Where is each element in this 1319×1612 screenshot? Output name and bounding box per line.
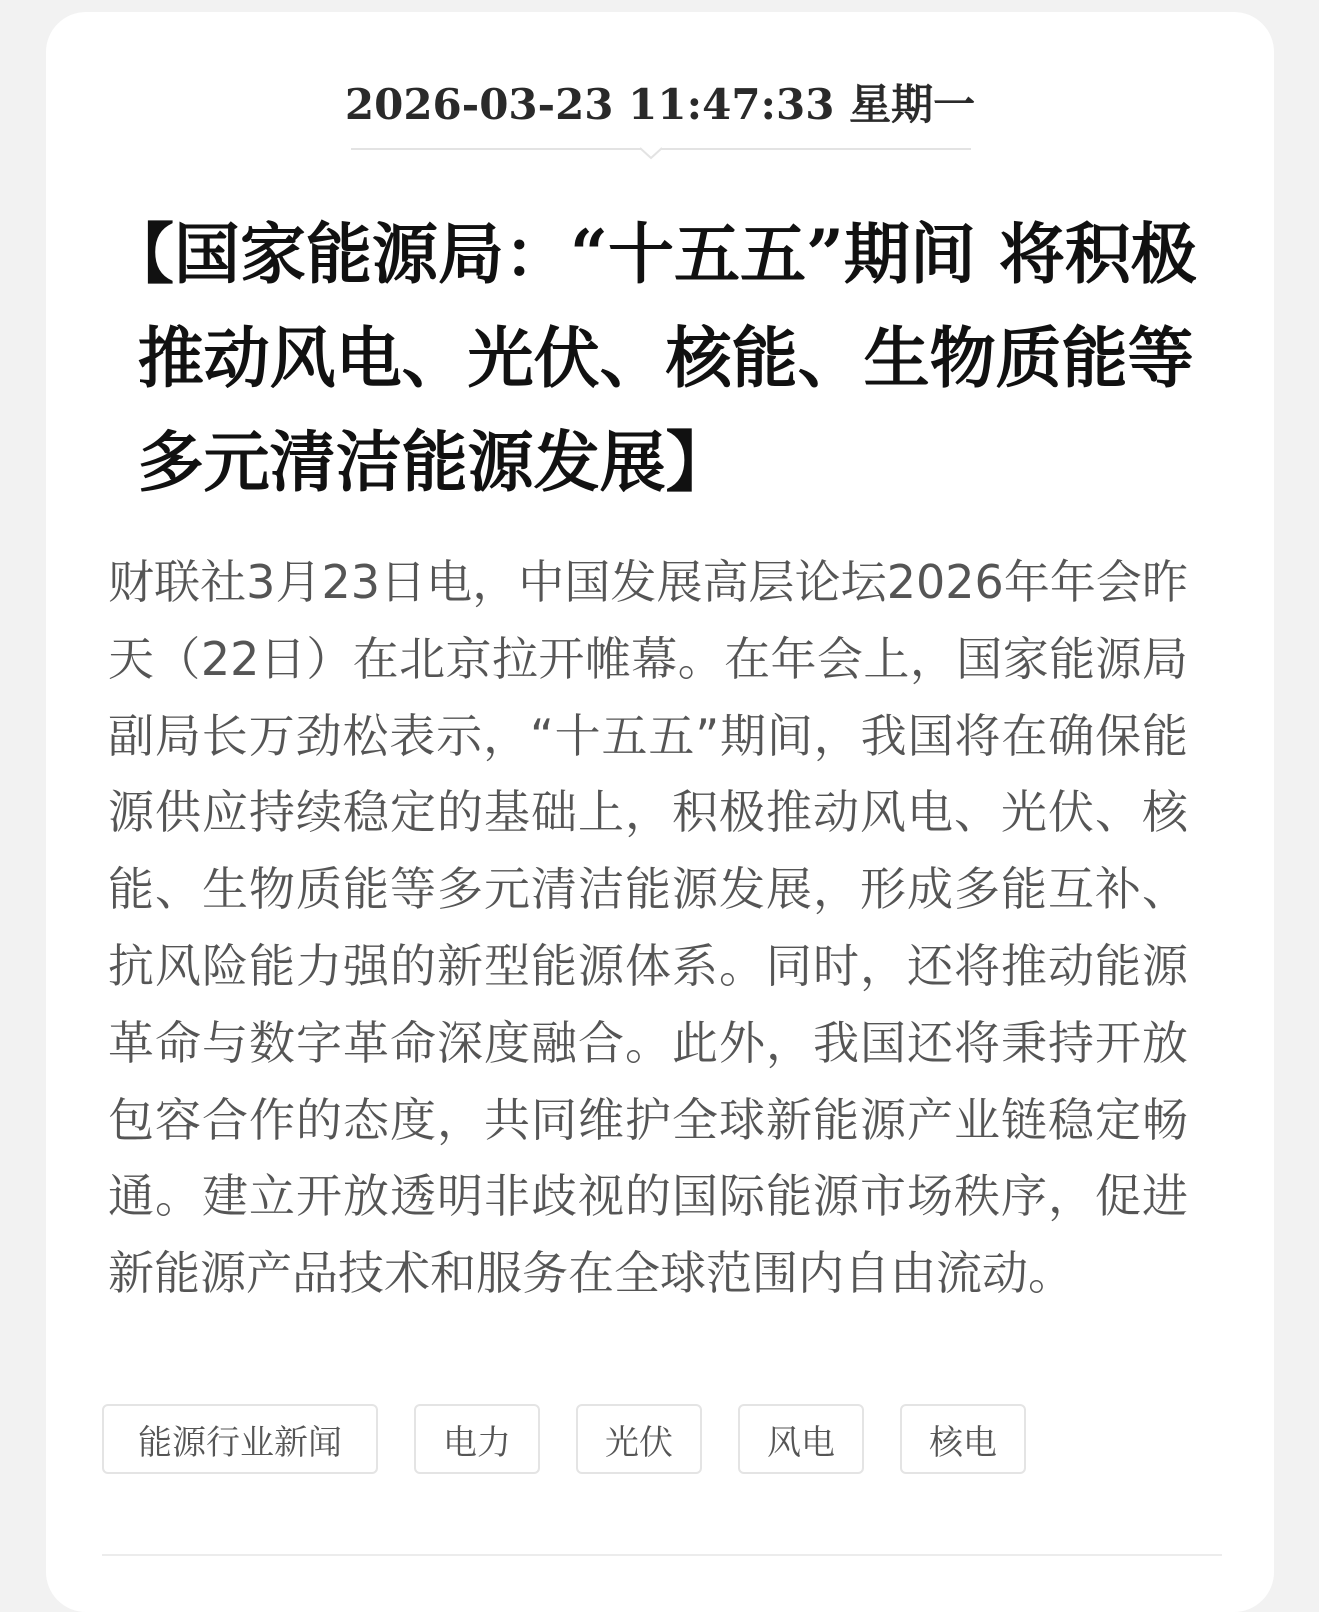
article-card [46,12,1274,1612]
footer-divider [102,1554,1222,1556]
tag-electric-power[interactable]: 电力 [414,1404,540,1474]
tag-photovoltaic[interactable]: 光伏 [576,1404,702,1474]
article-body: 财联社3月23日电，中国发展高层论坛2026年年会昨天（22日）在北京拉开帷幕。在年会上，国家能源局副局长万劲松表示，“十五五”期间，我国将在确保能源供应持续稳定的基础上，积极推动风电、光伏、核能、生物质能等多元清洁能源发展，形成多能互补、抗风险能力强的新型能源体系。同时，还将推动能源革命与数字革命深度融合。此外，我国还将秉持开放包容合作的态度，共同维护全球新能源产业链稳定畅通。建立开放透明非歧视的国际能源市场秩序，促进新能源产品技术和服务在全球范围内自由流动。 [108,555,1188,1301]
tag-nuclear-power[interactable]: 核电 [900,1404,1026,1474]
tag-energy-industry-news[interactable]: 能源行业新闻 [102,1404,378,1474]
article-headline: 【国家能源局：“十五五”期间 将积极推动风电、光伏、核能、生物质能等多元清洁能源发展】 [108,215,1197,501]
divider-notch-icon [640,140,662,162]
tag-list [102,1404,1026,1474]
datetime-header [46,72,1274,132]
tag-wind-power[interactable]: 风电 [738,1404,864,1474]
publish-datetime: 2026-03-23 11:47:33 星期一 [344,80,976,129]
